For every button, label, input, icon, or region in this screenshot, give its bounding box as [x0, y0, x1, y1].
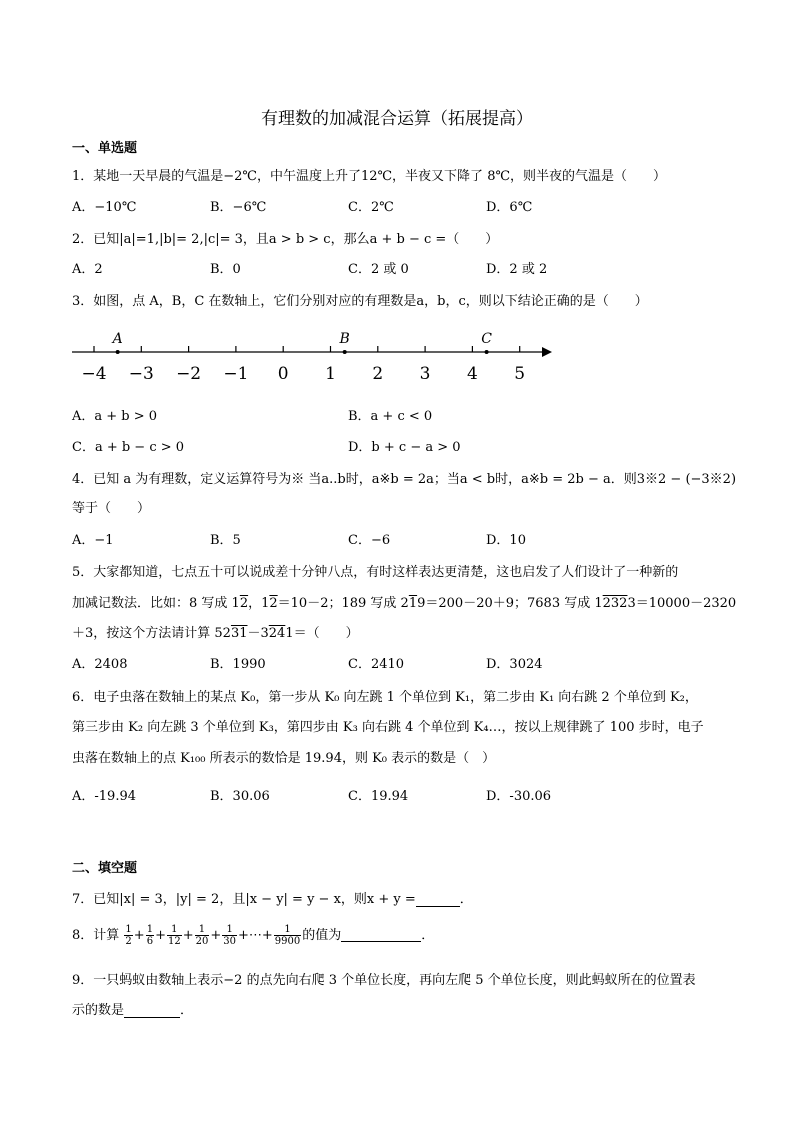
q3-option-b[interactable]: B．a + c < 0: [348, 409, 433, 424]
q6-option-c[interactable]: C．19.94: [348, 789, 409, 804]
q5-option-a[interactable]: A．2408: [72, 657, 128, 672]
q2-option-d[interactable]: D．2 或 2: [486, 262, 548, 277]
axis-tick-label: 4: [466, 364, 478, 384]
q8-post: 的值为: [302, 928, 342, 943]
axis-tick-label: −2: [176, 364, 202, 384]
q7-answer-blank[interactable]: [416, 894, 460, 907]
axis-point: [343, 350, 347, 354]
q9-end: ．: [180, 1003, 194, 1018]
q1-option-d[interactable]: D．6℃: [486, 200, 533, 215]
q8-numerator: 1: [146, 924, 154, 935]
q8-fraction-last: [274, 924, 301, 947]
q5-text: －3: [247, 626, 269, 641]
axis-arrow-icon: [542, 347, 552, 357]
axis-tick-label: −3: [128, 364, 154, 384]
q5-overlined-digit: 2: [269, 596, 278, 611]
q1-option-a[interactable]: A．−10℃: [72, 200, 137, 215]
q8-end: ．: [421, 928, 435, 943]
axis-point: [116, 350, 120, 354]
q8-ellipsis: +⋯+: [238, 928, 273, 943]
axis-point: [485, 350, 489, 354]
axis-point-label: B: [339, 331, 350, 347]
question-1-stem: 1．某地一天早晨的气温是−2℃，中午温度上升了12℃，半夜又下降了 8℃，则半夜的气温是（ ）: [72, 169, 667, 184]
q5-overlined-digit: 232: [602, 596, 628, 611]
section-heading-single-choice: 一、单选题: [72, 141, 138, 156]
q7-stem: 7．已知|x| = 3，|y| = 2，且|x − y| = y − x，则x + y =: [72, 892, 416, 907]
q5-text: 1＝（ ）: [285, 626, 359, 641]
q2-option-a[interactable]: A．2: [72, 262, 103, 277]
q3-option-c[interactable]: C．a + b − c > 0: [72, 440, 185, 455]
q5-text: 9＝200－20＋9；7683 写成 1: [417, 596, 603, 611]
q8-fraction: [195, 924, 210, 947]
question-2-stem: 2．已知|a|=1,|b|= 2,|c|= 3，且a > b > c，那么a + b − c =（ ）: [72, 232, 499, 247]
q8-denominator: 20: [195, 936, 209, 947]
q8-numerator: 1: [167, 924, 182, 936]
q5-text: 加减记数法．比如：8 写成 1: [72, 596, 240, 611]
q8-denominator: 12: [167, 936, 181, 947]
question-7: [72, 888, 473, 907]
q7-end: ．: [459, 892, 473, 907]
question-9-line1: 9．一只蚂蚁由数轴上表示−2 的点先向右爬 3 个单位长度，再向左爬 5 个单位长度，则此蚂蚁所在的位置表: [72, 973, 696, 988]
q5-option-c[interactable]: C．2410: [348, 657, 405, 672]
q8-fraction: [146, 924, 154, 947]
q8-denominator: 30: [223, 936, 236, 947]
number-line-figure: [68, 325, 558, 387]
q6-option-a[interactable]: A．-19.94: [72, 789, 136, 804]
q4-option-a[interactable]: A．−1: [72, 533, 114, 548]
axis-tick-label: 1: [325, 364, 336, 384]
q8-numerator: 1: [125, 924, 132, 935]
axis-tick-label: 2: [372, 364, 384, 384]
section-heading-fill-blank: 二、填空题: [72, 861, 138, 876]
document-title: 有理数的加减混合运算（拓展提高）: [261, 109, 533, 129]
question-6-line1: 6．电子虫落在数轴上的某点 K₀，第一步从 K₀ 向左跳 1 个单位到 K₁，第二步由 K₁ 向右跳 2 个单位到 K₂，: [72, 690, 698, 705]
q5-text: ＝10－2；189 写成 2: [277, 596, 409, 611]
q8-denominator: 2: [125, 936, 132, 947]
q1-option-b[interactable]: B．−6℃: [210, 200, 267, 215]
question-9-line2: [72, 999, 193, 1018]
axis-tick-label: −1: [223, 364, 249, 384]
q8-numerator: 1: [274, 924, 301, 936]
q8-numerator: 1: [222, 924, 237, 936]
q5-text: ＋3，按这个方法请计算 52: [72, 626, 231, 641]
q9-stem: 示的数是: [72, 1003, 125, 1018]
q6-option-d[interactable]: D．-30.06: [486, 789, 552, 804]
q5-text: 3＝10000－2320: [627, 596, 737, 611]
axis-tick-label: 5: [514, 364, 526, 384]
axis-tick-label: −4: [81, 364, 107, 384]
axis-point-label: A: [112, 331, 123, 347]
question-4-stem-line1: 4．已知 a 为有理数，定义运算符号为※ 当a..b时，a※b = 2a；当a < b时，a※b = 2b − a．则3※2 − (−3※2): [72, 472, 737, 487]
question-6-line2: 第三步由 K₂ 向左跳 3 个单位到 K₃，第四步由 K₃ 向右跳 4 个单位到 K₄…，按以上规律跳了 100 步时，电子: [72, 720, 704, 735]
q5-option-d[interactable]: D．3024: [486, 657, 543, 672]
q3-option-d[interactable]: D．b + c − a > 0: [348, 440, 461, 455]
question-8: 8．计算 $\frac{1}{2}$ + $\frac{1}{6}$ + $\frac{1}{12}$ + $\frac{1}{20}$ + $\frac{1}{30}$ +⋯+ $\frac{1}{9900}$ 的值为 ．: [72, 924, 435, 947]
q4-option-c[interactable]: C．−6: [348, 533, 391, 548]
question-5-line2: [72, 592, 736, 611]
q5-overlined-digit: 1: [408, 596, 418, 611]
q5-overlined-digit: 31: [230, 626, 248, 641]
axis-point-label: C: [481, 331, 492, 347]
q8-numerator: 1: [195, 924, 210, 936]
question-4-stem-line2: 等于（ ）: [72, 501, 151, 516]
question-5-line3: [72, 622, 359, 641]
q4-option-b[interactable]: B．5: [210, 533, 241, 548]
q5-option-b[interactable]: B．1990: [210, 657, 266, 672]
q4-option-d[interactable]: D．10: [486, 533, 526, 548]
question-5-line1: 5．大家都知道，七点五十可以说成差十分钟八点，有时这样表达更清楚，这也启发了人们设计了一种新的: [72, 565, 679, 580]
q3-option-a[interactable]: A．a + b > 0: [72, 409, 158, 424]
q8-denominator: 9900: [274, 936, 301, 947]
q8-pre: 8．计算: [72, 928, 120, 943]
axis-tick-label: 0: [277, 364, 289, 384]
q5-overlined-digit: 24: [268, 626, 286, 641]
q8-denominator: 6: [146, 936, 154, 947]
q5-text: ，1: [248, 596, 270, 611]
question-3-stem: 3．如图，点 A，B，C 在数轴上，它们分别对应的有理数是a，b，c，则以下结论正确的是（ ）: [72, 294, 648, 309]
axis-tick-label: 3: [419, 364, 431, 384]
q8-fraction: [124, 924, 132, 947]
q2-option-b[interactable]: B．0: [210, 262, 241, 277]
q9-answer-blank[interactable]: [124, 1005, 180, 1018]
question-6-line3: 虫落在数轴上的点 K₁₀₀ 所表示的数恰是 19.94，则 K₀ 表示的数是（ ）: [72, 751, 496, 766]
q8-answer-blank[interactable]: [341, 929, 421, 942]
q2-option-c[interactable]: C．2 或 0: [348, 262, 409, 277]
q6-option-b[interactable]: B．30.06: [210, 789, 270, 804]
q5-overlined-digit: 2: [239, 596, 249, 611]
q8-fraction: [222, 924, 237, 947]
q8-fraction: [167, 924, 182, 947]
q1-option-c[interactable]: C．2℃: [348, 200, 394, 215]
